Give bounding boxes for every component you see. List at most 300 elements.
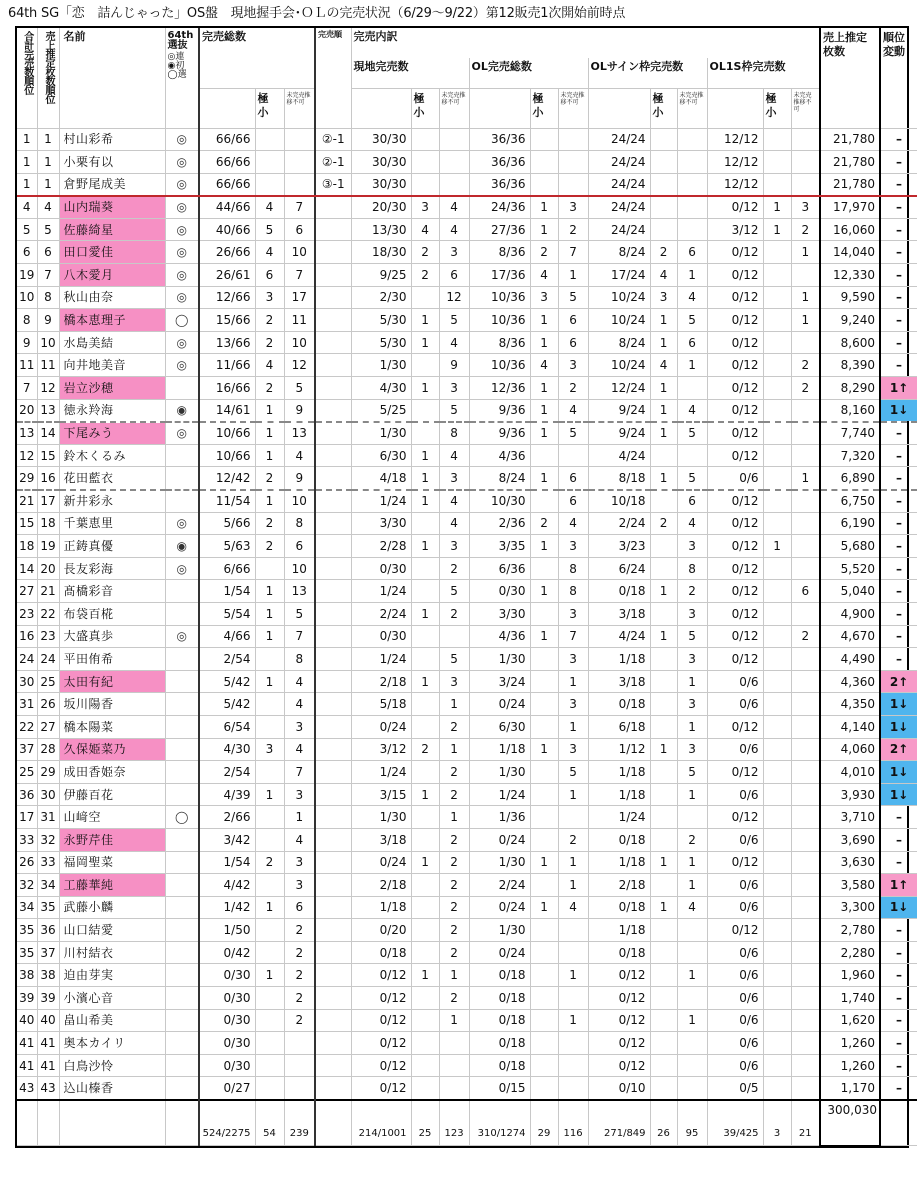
header-row-1 (17, 28, 917, 58)
ol-kyoku (530, 1077, 558, 1100)
total-sold: 0/30 (199, 987, 255, 1010)
ol-sold: 24/36 (469, 196, 530, 219)
venue-unsold: 2 (439, 715, 469, 738)
unsold: 7 (284, 761, 315, 784)
sold-order (315, 309, 351, 332)
member-name: 永野芹佳 (59, 828, 165, 851)
venue-sold: 0/12 (351, 1054, 411, 1077)
sign-sold: 8/24 (588, 241, 650, 264)
ol1s-sold: 0/6 (707, 670, 763, 693)
unsold (284, 173, 315, 196)
sign-kyoku: 1 (650, 851, 677, 874)
ol1s-sold: 0/12 (707, 919, 763, 942)
rank-change: – (880, 1032, 917, 1055)
venue-sold: 1/30 (351, 422, 411, 445)
venue-sold: 1/24 (351, 761, 411, 784)
venue-kyoku: 1 (411, 309, 439, 332)
unsold: 9 (284, 467, 315, 490)
rank-total: 31 (17, 693, 37, 716)
ol1s-kyoku (763, 919, 791, 942)
sign-kyoku (650, 874, 677, 897)
header-order: 完売順 (318, 30, 343, 39)
sales-estimate: 4,010 (820, 761, 880, 784)
ol-kyoku (530, 1032, 558, 1055)
rank-est: 14 (37, 422, 59, 445)
sign-unsold: 2 (677, 580, 707, 603)
page-title: 64th SG「恋 詰んじゃった」OS盤 現地握手会･ＯＬの完売状況（6/29〜9/22）第12販売1次開始前時点 (8, 6, 626, 21)
ol-kyoku: 2 (530, 241, 558, 264)
total-sold: 0/42 (199, 941, 255, 964)
sold-order (315, 490, 351, 513)
venue-sold: 0/24 (351, 715, 411, 738)
unsold: 17 (284, 286, 315, 309)
rank-change: 1↓ (880, 715, 917, 738)
ol-sold: 10/36 (469, 286, 530, 309)
selection-mark (165, 467, 199, 490)
sales-table (17, 28, 917, 1146)
venue-sold: 3/30 (351, 512, 411, 535)
ol1s-kyoku (763, 783, 791, 806)
ol-unsold: 6 (558, 331, 588, 354)
unsold: 8 (284, 512, 315, 535)
selection-mark (165, 1009, 199, 1032)
selection-mark (165, 602, 199, 625)
venue-kyoku (411, 648, 439, 671)
sign-kyoku: 1 (650, 580, 677, 603)
total-sold: 4/39 (199, 783, 255, 806)
ol1s-kyoku (763, 648, 791, 671)
sales-estimate: 21,780 (820, 151, 880, 174)
venue-unsold: 5 (439, 399, 469, 422)
kyoku: 1 (255, 422, 284, 445)
total-empty (880, 1100, 917, 1146)
ol-sold: 1/30 (469, 851, 530, 874)
venue-sold: 4/30 (351, 377, 411, 400)
ol-sold: 36/36 (469, 173, 530, 196)
kyoku (255, 648, 284, 671)
rank-est: 11 (37, 354, 59, 377)
sign-unsold: 1 (677, 715, 707, 738)
sign-kyoku (650, 715, 677, 738)
unsold: 4 (284, 828, 315, 851)
kyoku: 1 (255, 399, 284, 422)
ol1s-sold: 0/12 (707, 512, 763, 535)
venue-sold: 0/30 (351, 625, 411, 648)
unsold: 9 (284, 399, 315, 422)
venue-sold: 0/12 (351, 987, 411, 1010)
ol-kyoku: 1 (530, 625, 558, 648)
venue-unsold: 2 (439, 783, 469, 806)
kyoku (255, 1077, 284, 1100)
sign-kyoku (650, 828, 677, 851)
sign-unsold (677, 444, 707, 467)
venue-sold: 1/24 (351, 648, 411, 671)
ol1s-unsold (791, 264, 820, 287)
ol-sold: 17/36 (469, 264, 530, 287)
rank-change: 2↑ (880, 738, 917, 761)
ol1s-kyoku (763, 828, 791, 851)
ol-unsold: 8 (558, 557, 588, 580)
ol1s-sold: 12/12 (707, 151, 763, 174)
venue-unsold: 4 (439, 196, 469, 219)
unsold: 3 (284, 715, 315, 738)
rank-est: 17 (37, 490, 59, 513)
rank-est: 31 (37, 806, 59, 829)
sign-unsold: 5 (677, 761, 707, 784)
selection-mark (165, 896, 199, 919)
header-unsold-1s: 未完売推移不可 (793, 91, 812, 113)
kyoku: 4 (255, 196, 284, 219)
ol-sold: 0/18 (469, 987, 530, 1010)
member-name: 布袋百椛 (59, 602, 165, 625)
rank-est: 23 (37, 625, 59, 648)
venue-sold: 0/20 (351, 919, 411, 942)
table-row (17, 399, 917, 422)
ol1s-sold: 0/6 (707, 987, 763, 1010)
unsold: 7 (284, 196, 315, 219)
sales-estimate: 1,620 (820, 1009, 880, 1032)
ol1s-unsold: 2 (791, 218, 820, 241)
venue-sold: 3/15 (351, 783, 411, 806)
unsold: 7 (284, 625, 315, 648)
sign-kyoku: 3 (650, 286, 677, 309)
venue-unsold: 1 (439, 738, 469, 761)
venue-kyoku: 1 (411, 851, 439, 874)
rank-est: 6 (37, 241, 59, 264)
sign-kyoku: 2 (650, 241, 677, 264)
sold-order (315, 399, 351, 422)
ol1s-unsold (791, 444, 820, 467)
sales-estimate: 1,260 (820, 1054, 880, 1077)
sign-unsold: 1 (677, 874, 707, 897)
member-name: 成田香姫奈 (59, 761, 165, 784)
ol-kyoku (530, 987, 558, 1010)
sold-order (315, 783, 351, 806)
table-row (17, 693, 917, 716)
header-ol: OL完売総数 (471, 60, 532, 73)
sold-order: ②-1 (315, 151, 351, 174)
rank-change: – (880, 354, 917, 377)
rank-change: 1↓ (880, 761, 917, 784)
rank-change: – (880, 151, 917, 174)
ol1s-sold: 0/6 (707, 738, 763, 761)
ol1s-sold: 0/6 (707, 874, 763, 897)
venue-kyoku (411, 715, 439, 738)
sales-estimate: 4,360 (820, 670, 880, 693)
unsold: 3 (284, 783, 315, 806)
rank-est: 41 (37, 1032, 59, 1055)
table-row (17, 490, 917, 513)
selection-mark (165, 761, 199, 784)
sign-sold: 0/18 (588, 941, 650, 964)
ol1s-unsold (791, 173, 820, 196)
venue-unsold: 9 (439, 354, 469, 377)
venue-kyoku (411, 512, 439, 535)
member-name: 村山彩希 (59, 128, 165, 151)
member-name: 倉野尾成美 (59, 173, 165, 196)
sign-kyoku: 1 (650, 738, 677, 761)
venue-kyoku: 1 (411, 670, 439, 693)
venue-kyoku (411, 693, 439, 716)
sign-sold: 24/24 (588, 196, 650, 219)
ol-unsold: 1 (558, 964, 588, 987)
venue-unsold: 4 (439, 512, 469, 535)
ol-sold: 2/24 (469, 874, 530, 897)
ol-kyoku (530, 761, 558, 784)
rank-est: 12 (37, 377, 59, 400)
selection-mark (165, 851, 199, 874)
unsold: 10 (284, 557, 315, 580)
venue-sold: 2/18 (351, 874, 411, 897)
venue-kyoku (411, 941, 439, 964)
member-name: 大盛真歩 (59, 625, 165, 648)
ol-sold: 4/36 (469, 444, 530, 467)
ol1s-sold: 0/12 (707, 399, 763, 422)
member-name: 向井地美音 (59, 354, 165, 377)
ol1s-kyoku (763, 444, 791, 467)
table-row (17, 738, 917, 761)
sales-estimate: 1,260 (820, 1032, 880, 1055)
table-row (17, 309, 917, 332)
ol1s-sold: 0/12 (707, 806, 763, 829)
sales-estimate: 17,970 (820, 196, 880, 219)
ol1s-kyoku (763, 874, 791, 897)
table-row (17, 783, 917, 806)
sign-kyoku (650, 1077, 677, 1100)
sold-order (315, 1054, 351, 1077)
venue-sold: 0/12 (351, 1032, 411, 1055)
rank-total: 6 (17, 241, 37, 264)
sign-unsold: 1 (677, 1009, 707, 1032)
total-k: 54 (255, 1100, 284, 1146)
rank-total: 14 (17, 557, 37, 580)
sign-kyoku (650, 919, 677, 942)
sold-order (315, 919, 351, 942)
selection-mark: ◉ (165, 535, 199, 558)
total-sold: 66/66 (199, 173, 255, 196)
rank-est: 1 (37, 128, 59, 151)
rank-total: 11 (17, 354, 37, 377)
venue-kyoku (411, 874, 439, 897)
sign-unsold: 1 (677, 783, 707, 806)
sign-sold: 0/12 (588, 1032, 650, 1055)
rank-total: 17 (17, 806, 37, 829)
ol1s-unsold: 2 (791, 625, 820, 648)
total-sold: 12/66 (199, 286, 255, 309)
venue-sold: 2/28 (351, 535, 411, 558)
venue-kyoku (411, 896, 439, 919)
venue-kyoku (411, 151, 439, 174)
ol-unsold: 2 (558, 828, 588, 851)
rank-est: 20 (37, 557, 59, 580)
venue-unsold (439, 625, 469, 648)
unsold: 10 (284, 241, 315, 264)
kyoku: 2 (255, 377, 284, 400)
header-venue: 現地完売数 (353, 60, 409, 73)
header-breakdown: 完売内訳 (353, 30, 398, 43)
table-row (17, 625, 917, 648)
selection-mark: ◎ (165, 241, 199, 264)
rank-est: 34 (37, 874, 59, 897)
ol1s-sold: 0/12 (707, 535, 763, 558)
selection-mark: ◎ (165, 354, 199, 377)
member-name: 岩立沙穂 (59, 377, 165, 400)
sel-legend-sen: ◯選 (167, 70, 187, 80)
ol1s-kyoku (763, 467, 791, 490)
venue-sold: 1/24 (351, 490, 411, 513)
sold-order (315, 964, 351, 987)
ol1s-sold: 3/12 (707, 218, 763, 241)
sign-sold: 1/18 (588, 783, 650, 806)
member-name: 伊藤百花 (59, 783, 165, 806)
total-sold: 4/66 (199, 625, 255, 648)
selection-mark (165, 670, 199, 693)
sold-order (315, 828, 351, 851)
sold-order (315, 896, 351, 919)
sales-estimate: 12,330 (820, 264, 880, 287)
header-kyoku: 極小 (257, 91, 269, 119)
member-name: 込山榛香 (59, 1077, 165, 1100)
venue-unsold: 1 (439, 693, 469, 716)
total-empty (165, 1100, 199, 1146)
ol1s-sold: 0/12 (707, 377, 763, 400)
total-sold: 6/54 (199, 715, 255, 738)
total-sold: 0/27 (199, 1077, 255, 1100)
rank-change: – (880, 919, 917, 942)
rank-est: 41 (37, 1054, 59, 1077)
sign-sold: 24/24 (588, 218, 650, 241)
ol1s-unsold (791, 151, 820, 174)
venue-sold: 30/30 (351, 128, 411, 151)
table-row (17, 806, 917, 829)
ol-sold: 1/30 (469, 761, 530, 784)
ol-sold: 8/36 (469, 331, 530, 354)
kyoku (255, 1032, 284, 1055)
ol1s-unsold (791, 806, 820, 829)
sold-order (315, 715, 351, 738)
rank-change: – (880, 128, 917, 151)
rank-total: 12 (17, 444, 37, 467)
sign-unsold: 3 (677, 648, 707, 671)
sign-unsold: 8 (677, 557, 707, 580)
total-sold: 15/66 (199, 309, 255, 332)
selection-mark (165, 964, 199, 987)
ol-unsold: 2 (558, 377, 588, 400)
rank-change: – (880, 422, 917, 445)
venue-sold: 2/18 (351, 670, 411, 693)
ol1s-kyoku (763, 1009, 791, 1032)
table-row (17, 580, 917, 603)
member-name: 畠山希美 (59, 1009, 165, 1032)
sales-estimate: 9,240 (820, 309, 880, 332)
ol-sold: 10/36 (469, 309, 530, 332)
sign-unsold: 5 (677, 467, 707, 490)
total-sold: 11/66 (199, 354, 255, 377)
ol1s-unsold (791, 1054, 820, 1077)
ol-sold: 9/36 (469, 399, 530, 422)
rank-est: 27 (37, 715, 59, 738)
venue-unsold: 1 (439, 806, 469, 829)
rank-est: 24 (37, 648, 59, 671)
rank-change: – (880, 1077, 917, 1100)
ol-sold: 2/36 (469, 512, 530, 535)
table-row (17, 241, 917, 264)
sign-kyoku: 1 (650, 399, 677, 422)
rank-total: 16 (17, 625, 37, 648)
venue-kyoku (411, 625, 439, 648)
venue-sold: 30/30 (351, 173, 411, 196)
unsold: 8 (284, 648, 315, 671)
ol-sold: 9/36 (469, 422, 530, 445)
sold-order (315, 648, 351, 671)
sales-estimate: 7,740 (820, 422, 880, 445)
table-row (17, 444, 917, 467)
table-row (17, 648, 917, 671)
selection-mark (165, 580, 199, 603)
ol1s-unsold: 1 (791, 467, 820, 490)
sign-sold: 0/12 (588, 987, 650, 1010)
ol-unsold (558, 1054, 588, 1077)
sold-order (315, 512, 351, 535)
ol1s-kyoku (763, 377, 791, 400)
total-o1k: 3 (763, 1100, 791, 1146)
ol-kyoku: 4 (530, 264, 558, 287)
rank-total: 35 (17, 919, 37, 942)
sel-legend-hatsu: ◉初 (167, 61, 185, 71)
sign-kyoku (650, 941, 677, 964)
rank-change: – (880, 851, 917, 874)
ol-sold: 1/36 (469, 806, 530, 829)
venue-kyoku: 3 (411, 196, 439, 219)
header-rank-total: 合計完売数順位 (21, 31, 33, 94)
total-sold: 4/30 (199, 738, 255, 761)
sign-sold: 1/18 (588, 761, 650, 784)
sign-kyoku (650, 670, 677, 693)
table-row (17, 987, 917, 1010)
rank-total: 22 (17, 715, 37, 738)
selection-mark: ◯ (165, 806, 199, 829)
ol1s-unsold (791, 512, 820, 535)
venue-sold: 1/30 (351, 806, 411, 829)
venue-sold: 30/30 (351, 151, 411, 174)
venue-unsold (439, 128, 469, 151)
sold-order (315, 874, 351, 897)
ol1s-kyoku (763, 806, 791, 829)
sales-estimate: 4,490 (820, 648, 880, 671)
sign-sold: 3/18 (588, 670, 650, 693)
ol1s-kyoku (763, 738, 791, 761)
sold-order (315, 670, 351, 693)
venue-sold: 5/18 (351, 693, 411, 716)
kyoku: 4 (255, 354, 284, 377)
sold-order (315, 1009, 351, 1032)
ol1s-sold: 0/12 (707, 422, 763, 445)
venue-sold: 5/25 (351, 399, 411, 422)
ol-unsold: 6 (558, 309, 588, 332)
venue-sold: 1/18 (351, 896, 411, 919)
ol1s-unsold (791, 1032, 820, 1055)
sales-estimate: 9,590 (820, 286, 880, 309)
ol1s-unsold (791, 964, 820, 987)
rank-change: – (880, 964, 917, 987)
venue-sold: 6/30 (351, 444, 411, 467)
ol1s-kyoku (763, 309, 791, 332)
sign-unsold: 1 (677, 851, 707, 874)
sold-order (315, 602, 351, 625)
rank-est: 9 (37, 309, 59, 332)
rank-total: 1 (17, 128, 37, 151)
sign-sold: 3/18 (588, 602, 650, 625)
